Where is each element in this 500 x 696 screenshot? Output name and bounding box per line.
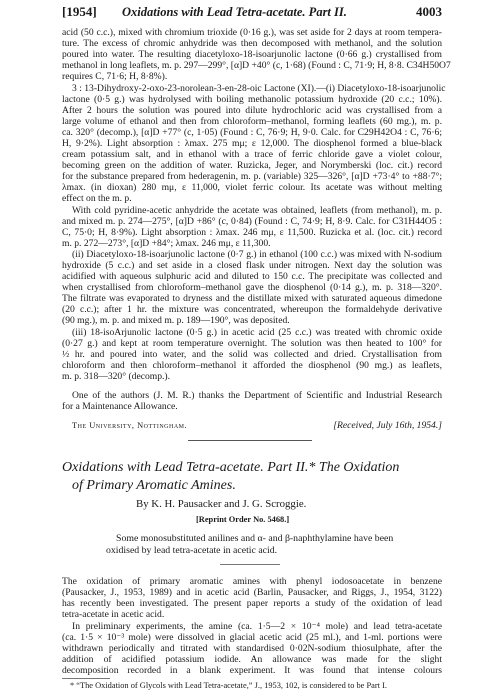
text-line: for the substance prepared from hederagenin, m. p. (variable) 325—326°, [α]D +73·4° to +88·7°; [62, 171, 442, 182]
acknowledgement-line: for a Maintenance Allowance. [62, 401, 178, 412]
text-line: lactone (0·5 g.) was hydrolysed with boiling methanolic potassium hydroxide (20 c.c.; 10%). [62, 94, 442, 105]
header-year: [1954] [62, 4, 97, 19]
text-line: After 2 hours the solution was poured into dilute hydrochloric acid was crystallised from a [62, 105, 442, 116]
page-number: 4003 [416, 4, 442, 19]
abstract-line: oxidised by lead tetra-acetate in acetic acid. [106, 545, 278, 556]
body-line: In preliminary experiments, the amine (ca. 1·5—2 × 10⁻⁴ mole) and lead tetra-acetate [72, 621, 442, 632]
text-line: (ii) Diacetyloxo-18-isoarjunolic lactone (0·7 g.) in ethanol (100 c.c.) was mixed with N-sodium [72, 249, 442, 260]
article-title-line: Oxidations with Lead Tetra-acetate. Part II.* The Oxidation [62, 460, 400, 475]
section-divider [188, 440, 312, 441]
header-title: Oxidations with Lead Tetra-acetate. Part II. [122, 5, 347, 19]
text-line: The filtrate was evaporated to dryness and the distillate mixed with saturated aqueous dimedone [62, 293, 442, 304]
text-line: (20 c.c.); after 1 hr. the mixture was concentrated, whereupon the formaldehyde derivative [62, 304, 442, 315]
body-line: has recently been investigated. The present paper reports a study of the oxidation of lead [62, 598, 442, 609]
article-title-line: of Primary Aromatic Amines. [72, 478, 236, 493]
text-line: effect on the m. p. [62, 193, 132, 204]
text-line: chloroform and then chloroform–methanol it afforded the diosphenol (90 mg.) as leaflets, [62, 360, 442, 371]
text-line: acid (50 c.c.), mixed with chromium trioxide (0·16 g.), was set aside for 2 days at room tempera- [62, 27, 442, 38]
acknowledgement-line: One of the authors (J. M. R.) thanks the Department of Scientific and Industrial Research [72, 390, 442, 401]
article-authors: By K. H. Pausacker and J. G. Scroggie. [136, 498, 307, 510]
text-line: ½ hr. and poured into water, and the solid was collected and dried. Crystallisation from [62, 349, 442, 360]
text-line: and mixed m. p. 274—275°, [α]D +86° (c, 0·84) (Found : C, 74·9; H, 8·9. Calc. for C31H44O5 : [62, 216, 442, 227]
text-line: becoming green on the addition of water. Ruzicka, Jeger, and Norymberski (loc. cit.) record [62, 160, 442, 171]
abstract-line: Some monosubstituted anilines and α- and β-naphthylamine have been [116, 533, 394, 544]
text-line: hydroxide (5 c.c.) and set aside in a closed flask under nitrogen. Next day the solution was [62, 260, 442, 271]
text-line: ca. 320° (decomp.), [α]D +77° (c, 1·05) (Found : C, 76·9; H, 9·0. Calc. for C29H42O4 : C, 76·6; [62, 127, 442, 138]
text-line: m. p. 272—273°, [α]D +84°; λmax. 246 mμ, ε 11,300. [62, 238, 271, 249]
text-line: H, 9·2%). Light absorption : λmax. 275 mμ; ε 12,000. The diosphenol formed a blue-black [62, 138, 442, 149]
text-line: With cold pyridine-acetic anhydride the acetate was obtained, leaflets (from methanol), m. p. [72, 205, 442, 216]
footnote-rule [62, 678, 110, 679]
text-line: large volume of ethanol and then from chloroform–methanol, forming leaflets (60 mg.), m. p. [62, 116, 442, 127]
text-line: acidified with aqueous sulphuric acid and diluted to 150 c.c. The precipitate was collected and [62, 271, 442, 282]
body-line: addition of acidified potassium iodide. An allowance was made for the slight [62, 654, 442, 665]
received-date: [Received, July 16th, 1954.] [333, 420, 442, 431]
affiliation: The University, Nottingham. [72, 421, 188, 430]
body-line: (ca. 1·5 × 10⁻³ mole) were dissolved in glacial acetic acid (25 ml.), and 1-ml. portions were [62, 632, 442, 643]
body-line: tetra-acetate in acetic acid. [62, 609, 165, 620]
text-line: when crystallised from chloroform–methanol gave the diosphenol (0·14 g.), m. p. 318—320°. [62, 282, 442, 293]
text-line: methanol in long leaflets, m. p. 297—299°, [α]D +40° (c, 1·68) (Found : C, 71·9; H, 8·8. C34H50O7 [62, 60, 451, 71]
abstract-divider [220, 564, 280, 565]
body-line: The oxidation of primary aromatic amines with phenyl iodosoacetate in benzene [62, 576, 442, 587]
body-line: withdrawn periodically and titrated with standardised 0·02N-sodium thiosulphate, after the [62, 643, 442, 654]
body-line: decomposition recorded in a blank experiment. It was found that intense colours [62, 665, 442, 676]
body-line: (Pausacker, J., 1953, 1989) and in acetic acid (Barlin, Pausacker, and Riggs, J., 1954, 3122) [62, 587, 442, 598]
footnote: * “The Oxidation of Glycols with Lead Tetra-acetate,” J., 1953, 102, is considered to be Part I. [70, 681, 387, 690]
text-line: (0·27 g.) and kept at room temperature overnight. The solution was then heated to 100° for [62, 338, 442, 349]
text-line: cream potassium salt, and in ethanol with a trace of ferric chloride gave a violet colour, [62, 149, 442, 160]
text-line: requires C, 71·6; H, 8·8%). [62, 71, 168, 82]
text-line: C, 75·0; H, 8·9%). Light absorption : λmax. 246 mμ, ε 11,500. Ruzicka et al. (loc. cit.) record [62, 227, 442, 238]
text-line: 3 : 13-Dihydroxy-2-oxo-23-norolean-3-en-28-oic Lactone (XI).—(i) Diacetyloxo-18-isoarjunolic [72, 83, 446, 94]
running-header [62, 4, 442, 22]
text-line: ture. The excess of chromic anhydride was then decomposed with methanol, and the solution [62, 38, 442, 49]
reprint-order: [Reprint Order No. 5468.] [196, 515, 290, 524]
text-line: (90 mg.), m. p. and mixed m. p. 189—190°, was deposited. [62, 315, 290, 326]
text-line: (iii) 18-isoArjunolic lactone (0·5 g.) in acetic acid (25 c.c.) was treated with chromic oxide [72, 327, 442, 338]
text-line: m. p. 318—320° (decomp.). [62, 371, 171, 382]
text-line: λmax. (in dioxan) 280 mμ, ε 11,000, violet ferric colour. Its acetate was without melting [62, 182, 442, 193]
text-line: poured into water. The resulting diacetyloxo-18-isoarjunolic lactone (0·66 g.) crystallised from [62, 49, 442, 60]
